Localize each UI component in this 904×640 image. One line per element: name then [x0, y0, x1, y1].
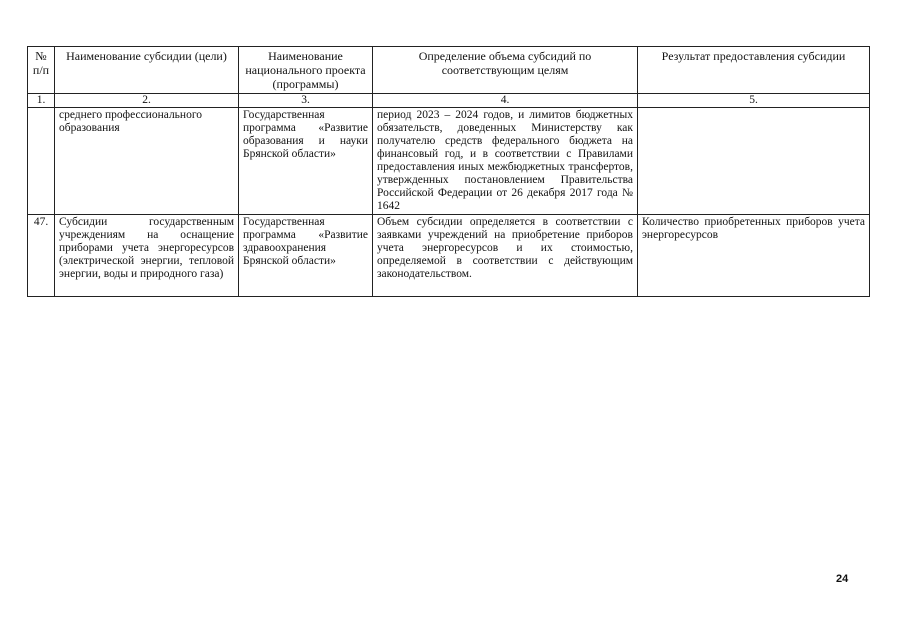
- subsidy-table: [27, 46, 870, 297]
- row-result: [638, 108, 870, 215]
- row-result: Количество приобретенных приборов учета энергоресурсов: [638, 215, 870, 297]
- row-number: [28, 108, 55, 215]
- table-row: [28, 215, 870, 297]
- column-number-1: 1.: [28, 94, 55, 108]
- row-number: 47.: [28, 215, 55, 297]
- page-number: 24: [836, 573, 849, 585]
- row-subsidy-name: среднего профессионального образования: [55, 108, 239, 215]
- row-national-project: Государственная программа «Развитие здравоохранения Брянской области»: [239, 215, 373, 297]
- header-row: [28, 47, 870, 94]
- column-number-3: 3.: [239, 94, 373, 108]
- row-volume-determination: период 2023 – 2024 годов, и лимитов бюджетных обязательств, доведенных Министерству как получателю средств федерального бюджета на финансовый год, и в соответствии с Правилами предоставления иных межбюджетных трансфертов, утвержденных постановлением Правительства Российской Федерации от 26 декабря 2017 года № 1642: [373, 108, 638, 215]
- column-number-5: 5.: [638, 94, 870, 108]
- row-subsidy-name: Субсидии государственным учреждениям на оснащение приборами учета энергоресурсов (электрической энергии, тепловой энергии, воды и природного газа): [55, 215, 239, 297]
- table-row: [28, 108, 870, 215]
- header-volume-determination: Определение объема субсидий по соответствующим целям: [373, 47, 638, 94]
- header-national-project: Наименование национального проекта (программы): [239, 47, 373, 94]
- header-subsidy-name: Наименование субсидии (цели): [55, 47, 239, 94]
- column-number-2: 2.: [55, 94, 239, 108]
- header-number: № п/п: [28, 47, 55, 94]
- column-number-row: [28, 94, 870, 108]
- header-result: Результат предоставления субсидии: [638, 47, 870, 94]
- row-volume-determination: Объем субсидии определяется в соответствии с заявками учреждений на приобретение приборов учета энергоресурсов и их стоимостью, определяемой в соответствии с действующим законодательством.: [373, 215, 638, 297]
- row-national-project: Государственная программа «Развитие образования и науки Брянской области»: [239, 108, 373, 215]
- column-number-4: 4.: [373, 94, 638, 108]
